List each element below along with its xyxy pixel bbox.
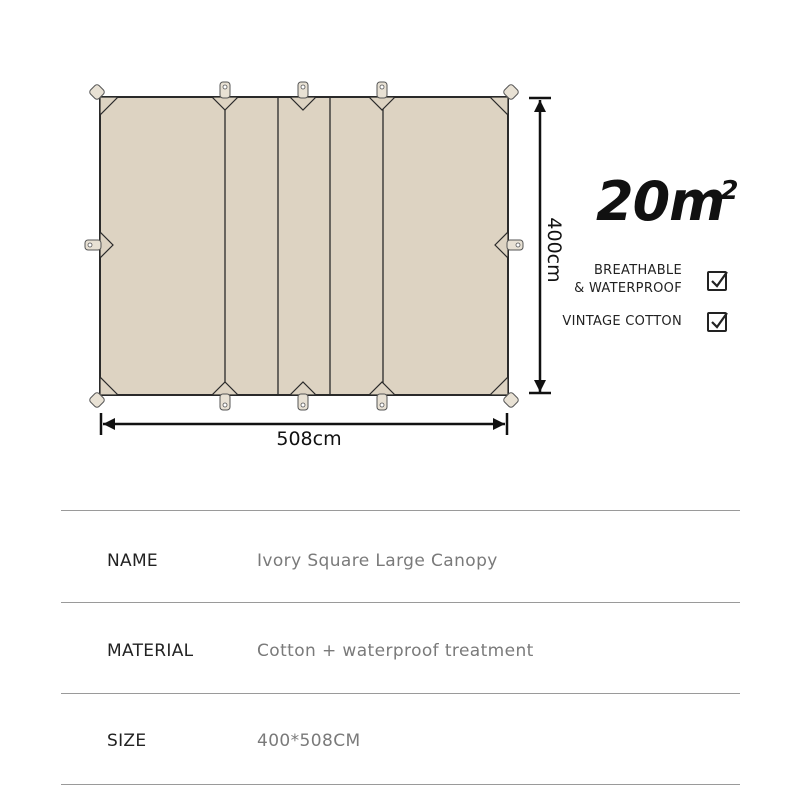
spec-material-value: Cotton + waterproof treatment — [257, 641, 534, 661]
spec-size-value: 400*508CM — [257, 731, 361, 751]
spec-material-label: MATERIAL — [107, 641, 194, 661]
table-divider — [61, 510, 740, 511]
canopy-area: $20m^2$ — [596, 170, 738, 233]
canopy-fabric — [100, 97, 508, 395]
feature-breathable-label: BREATHABLE & WATERPROOF — [574, 263, 682, 296]
table-divider — [61, 602, 740, 603]
height-label: 400cm — [543, 217, 565, 283]
check-icon — [710, 269, 730, 291]
table-divider — [61, 784, 740, 785]
spec-name-label: NAME — [107, 551, 158, 571]
width-label: 508cm — [276, 428, 342, 450]
feature-vintage-cotton-label: VINTAGE COTTON — [562, 314, 682, 329]
feature-vintage-cotton-checkbox — [707, 312, 727, 332]
spec-size-label: SIZE — [107, 731, 147, 751]
spec-name-value: Ivory Square Large Canopy — [257, 551, 498, 571]
check-icon — [710, 310, 730, 332]
table-divider — [61, 693, 740, 694]
feature-breathable-checkbox — [707, 271, 727, 291]
